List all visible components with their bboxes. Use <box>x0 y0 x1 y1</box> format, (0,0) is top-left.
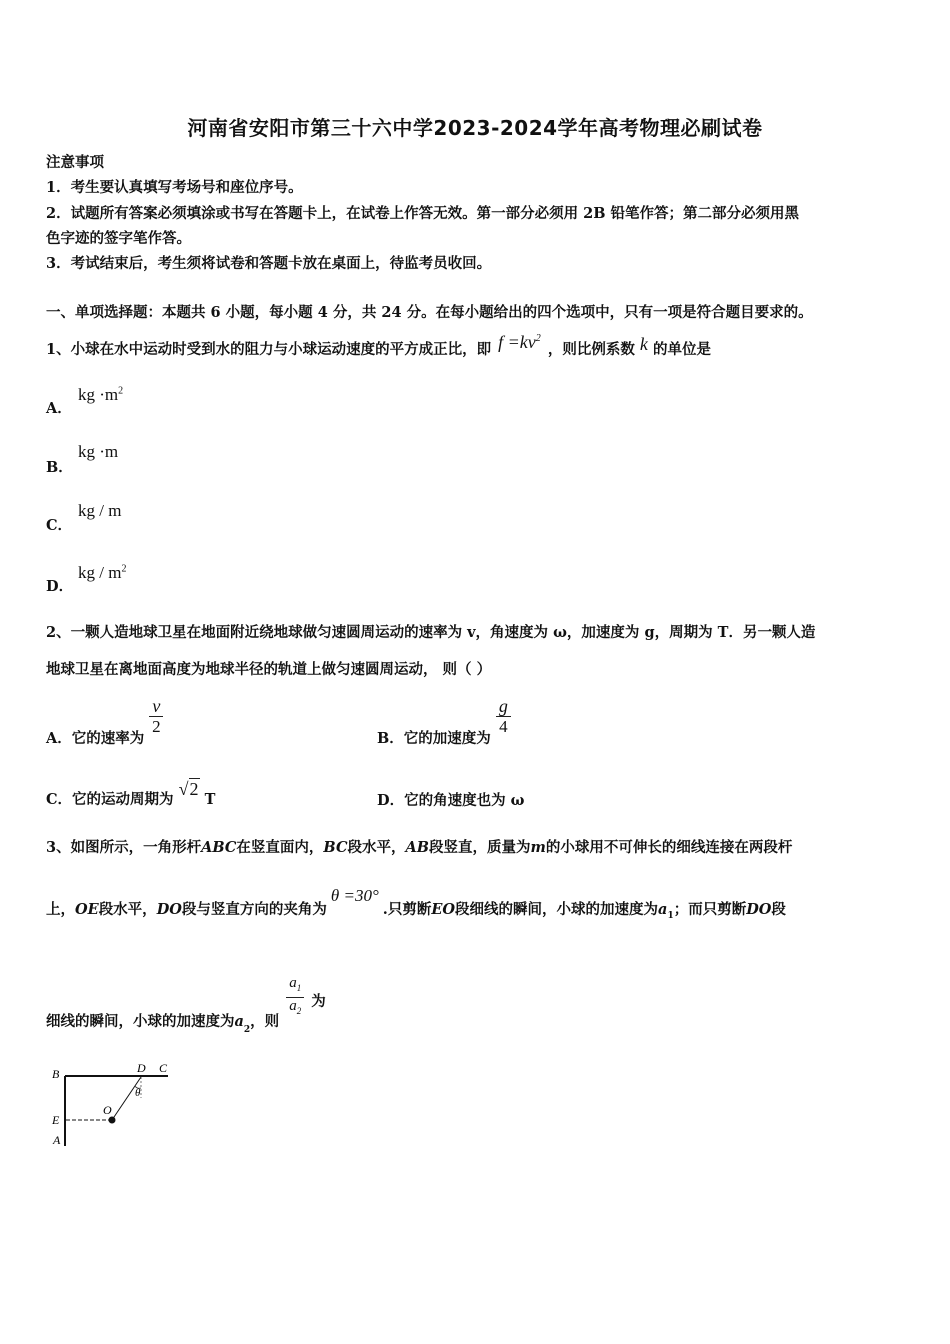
q3-ratio-fraction <box>286 975 304 1020</box>
q2-option-a[interactable] <box>46 694 163 747</box>
q2-option-a-den: 2 <box>152 717 161 736</box>
q3-ratio-den-a: a <box>289 998 297 1014</box>
q1-option-c-unit <box>78 501 121 521</box>
q1-option-d-unit <box>78 563 126 583</box>
q3-l1-a: 3、如图所示，一角形杆 <box>46 839 202 856</box>
q3-l3-b: ，则 <box>250 1012 280 1030</box>
q1-option-d-label[interactable]: D． <box>46 578 74 595</box>
q3-a2: a <box>234 1012 244 1030</box>
q3-figure <box>46 1058 186 1154</box>
q1-formula-text: f =kv <box>498 332 536 352</box>
q3-a1-sub: 1 <box>667 910 674 921</box>
q3-l2-d: .只剪断 <box>382 901 432 918</box>
q2-option-b-num: g <box>496 696 511 717</box>
label-e: E <box>52 1113 60 1127</box>
q1-option-d-unit-sup: 2 <box>121 563 127 575</box>
q2-option-c[interactable] <box>46 779 216 809</box>
q2-option-a-text: A．它的速率为 <box>46 729 145 747</box>
q1-option-b-unit <box>78 442 118 462</box>
ball <box>109 1117 116 1124</box>
label-d: D <box>137 1061 146 1075</box>
q1-k: k <box>639 334 648 354</box>
question-3-line-3 <box>46 975 326 1036</box>
label-c: C <box>159 1061 168 1075</box>
notice-item-1: 1．考生要认真填写考场号和座位序号。 <box>46 179 303 196</box>
notice-item-2: 2．试题所有答案必须填涂或书写在答题卡上，在试卷上作答无效。第一部分必须用 2B 铅笔作答；第二部分必须用黑 <box>46 205 800 222</box>
q3-do: DO <box>156 901 182 918</box>
section-heading: 一、单项选择题：本题共 6 小题，每小题 4 分，共 24 分。在每小题给出的四个选项中，只有一项是符合题目要求的。 <box>46 304 813 321</box>
q1-option-c-unit-text: kg / m <box>78 501 122 520</box>
q3-l3-c: 为 <box>311 992 326 1010</box>
q3-ratio-num-sub: 1 <box>296 983 302 993</box>
q3-ratio-den <box>286 998 304 1020</box>
q3-ratio-num <box>286 975 304 998</box>
q2-option-a-num: v <box>149 696 163 717</box>
label-theta: θ <box>135 1087 141 1099</box>
question-2-line-1: 2、一颗人造地球卫星在地面附近绕地球做匀速圆周运动的速率为 v，角速度为 ω，加速度为 g，周期为 T．另一颗人造 <box>46 624 816 641</box>
q2-option-a-fraction <box>149 696 163 737</box>
label-o: O <box>103 1103 112 1117</box>
q1-option-a-label[interactable]: A． <box>46 400 72 417</box>
q1-option-a-unit-text: kg ·m <box>78 385 119 404</box>
q1-stem-before: 1、小球在水中运动时受到水的阻力与小球运动速度的平方成正比，即 <box>46 341 492 358</box>
q3-abc: ABC <box>201 839 237 856</box>
q3-l1-d: 段竖直，质量为 <box>429 839 531 856</box>
q3-eo: EO <box>431 901 456 918</box>
q1-option-a-unit-sup: 2 <box>118 385 124 397</box>
q1-formula <box>498 332 541 352</box>
q3-l1-e: 的小球用不可伸长的细线连接在两段杆 <box>545 839 793 856</box>
q2-option-b[interactable] <box>377 694 511 747</box>
q2-option-c-text: C．它的运动周期为 <box>46 791 174 808</box>
q2-option-b-den: 4 <box>499 717 508 736</box>
q3-a2-sub: 2 <box>243 1025 251 1036</box>
q3-l2-f: ；而只剪断 <box>673 901 747 918</box>
q2-option-d[interactable]: D．它的角速度也为 ω <box>377 792 525 809</box>
notice-item-3: 3．考试结束后，考生须将试卷和答题卡放在桌面上，待监考员收回。 <box>46 255 492 272</box>
question-3-line-2 <box>46 886 786 921</box>
q3-theta: θ =30° <box>330 886 379 905</box>
q3-l1-c: 段水平， <box>347 839 406 856</box>
q3-l2-a: 上， <box>46 901 75 918</box>
q3-l2-b: 段水平， <box>98 901 157 918</box>
q3-ratio-den-sub: 2 <box>296 1006 302 1016</box>
q1-formula-sup: 2 <box>535 333 541 344</box>
label-a: A <box>53 1133 61 1147</box>
q3-l3-a: 细线的瞬间，小球的加速度为 <box>46 1012 235 1030</box>
q3-do-2: DO <box>746 901 772 918</box>
q3-m: m <box>530 839 546 856</box>
q1-stem-after: 的单位是 <box>652 341 711 358</box>
q3-l1-b: 在竖直面内， <box>236 839 324 856</box>
page-title: 河南省安阳市第三十六中学2023-2024学年高考物理必刷试卷 <box>187 116 763 140</box>
q2-option-c-sqrt: √2 <box>178 779 199 799</box>
question-2-line-2: 地球卫星在离地面高度为地球半径的轨道上做匀速圆周运动， 则（ ） <box>46 661 492 678</box>
q3-bc: BC <box>323 839 348 856</box>
q3-l2-g: 段 <box>771 901 786 918</box>
label-b: B <box>52 1067 60 1081</box>
question-1-stem <box>46 332 711 359</box>
q2-option-c-sqrt-value: 2 <box>189 779 199 799</box>
q3-l2-c: 段与竖直方向的夹角为 <box>181 901 327 918</box>
q3-a1: a <box>658 901 668 918</box>
q3-ratio-num-a: a <box>289 975 297 991</box>
q3-ab: AB <box>405 839 430 856</box>
q2-option-b-fraction <box>496 696 511 737</box>
q1-option-c-label[interactable]: C． <box>46 517 73 534</box>
q2-option-b-text: B．它的加速度为 <box>377 729 491 747</box>
q1-option-a-unit <box>78 385 123 405</box>
q2-option-c-after: T <box>204 791 216 808</box>
q1-option-b-label[interactable]: B． <box>46 459 73 476</box>
q1-stem-mid: ，则比例系数 <box>547 341 635 358</box>
notice-item-2-cont: 色字迹的签字笔作答。 <box>46 230 191 247</box>
q3-l2-e: 段细线的瞬间，小球的加速度为 <box>455 901 659 918</box>
q1-option-d-unit-text: kg / m <box>78 563 122 582</box>
q1-option-b-unit-text: kg ·m <box>78 442 119 461</box>
question-3-line-1 <box>46 836 792 857</box>
q3-oe: OE <box>75 901 99 918</box>
notice-heading: 注意事项 <box>46 154 104 171</box>
